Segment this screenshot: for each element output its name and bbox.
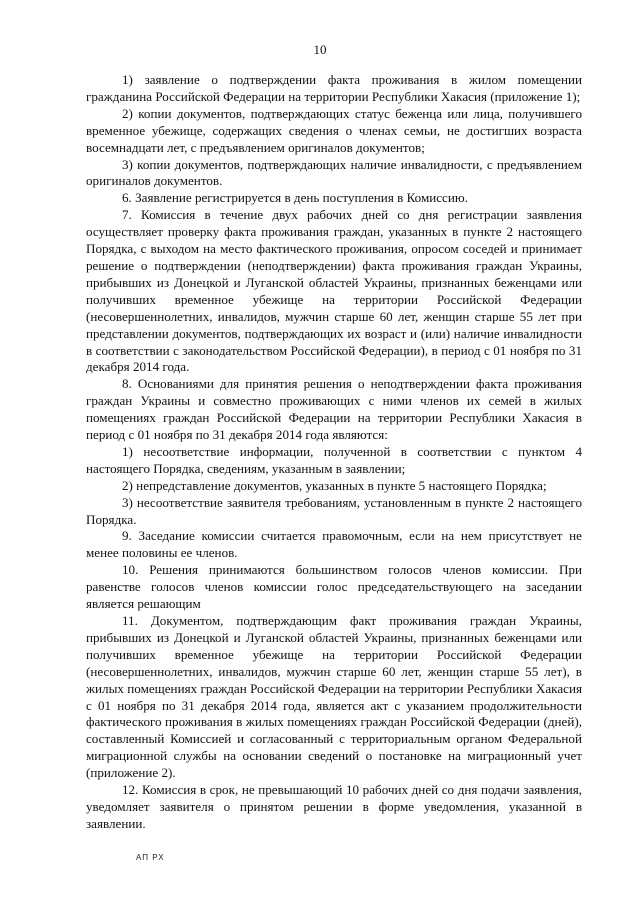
paragraph: 3) несоответствие заявителя требованиям, установленным в пункте 2 настоящего Порядка.: [86, 494, 582, 527]
paragraph: 10. Решения принимаются большинством голосов членов комиссии. При равенстве голосов членов комиссии голос председательствующего на заседании является решающим: [86, 562, 582, 612]
paragraph: 2) копии документов, подтверждающих статус беженца или лица, получившего временное убежище, содержащих сведения о членах семьи, не достигших возраста восемнадцати лет, с предъявлением оригиналов документов;: [86, 105, 582, 155]
paragraph: 9. Заседание комиссии считается правомочным, если на нем присутствует не менее половины ее членов.: [86, 528, 582, 561]
page-number: 10: [313, 42, 327, 57]
footer-stamp: АП РХ: [136, 853, 165, 862]
paragraph: 11. Документом, подтверждающим факт проживания граждан Украины, прибывших из Донецкой и Луганской областей Украины, признанных беженцами или получивших временное убежище на территории Российской Федерации (несовершеннолетних, инвалидов, мужчин старше 60 лет, женщин старше 55 лет), в жилых помещениях граждан Российской Федерации на территории Республики Хакасия с 01 ноября по 31 декабря 2014 года, является акт с указанием продолжительности фактического проживания в жилых помещениях граждан Российской Федерации (дней), составленный Комиссией и согласованный с территориальным органом Федеральной миграционной службы на основании сведений о постановке на миграционный учет (приложение 2).: [86, 613, 582, 781]
paragraph: 1) заявление о подтверждении факта проживания в жилом помещении гражданина Российской Федерации на территории Республики Хакасия (приложение 1);: [86, 72, 582, 104]
paragraph: 8. Основаниями для принятия решения о неподтверждении факта проживания граждан Украины и совместно проживающих с ними членов их семей в жилых помещениях граждан Российской Федерации на территории Республики Хакасия в период с 01 ноября по 31 декабря 2014 года являются:: [86, 376, 582, 443]
paragraph: 3) копии документов, подтверждающих наличие инвалидности, с предъявлением оригиналов документов.: [86, 156, 582, 189]
paragraph: 6. Заявление регистрируется в день поступления в Комиссию.: [122, 190, 468, 206]
document-body: [86, 72, 582, 833]
paragraph: 1) несоответствие информации, полученной в соответствии с пунктом 4 настоящего Порядка, сведениям, указанным в заявлении;: [86, 443, 582, 476]
paragraph: 12. Комиссия в срок, не превышающий 10 рабочих дней со дня подачи заявления, уведомляет заявителя о принятом решении в форме уведомления, указанной в заявлении.: [86, 782, 582, 831]
paragraph: 7. Комиссия в течение двух рабочих дней со дня регистрации заявления осуществляет проверку факта проживания граждан, указанных в пункте 2 настоящего Порядка, с выходом на место фактического проживания, опросом соседей и принимает решение о подтверждении (неподтверждении) факта проживания граждан Украины, прибывших из Донецкой и Луганской областей Украины, признанных беженцами или получивших временное убежище на территории Российской Федерации (несовершеннолетних, инвалидов, мужчин старше 60 лет, женщин старше 55 лет при представлении документов, подтверждающих их возраст и (или) наличие инвалидности в соответствии с законодательством Российской Федерации), в период с 01 ноября по 31 декабря 2014 года.: [86, 207, 582, 375]
paragraph: 2) непредставление документов, указанных в пункте 5 настоящего Порядка;: [122, 477, 547, 493]
